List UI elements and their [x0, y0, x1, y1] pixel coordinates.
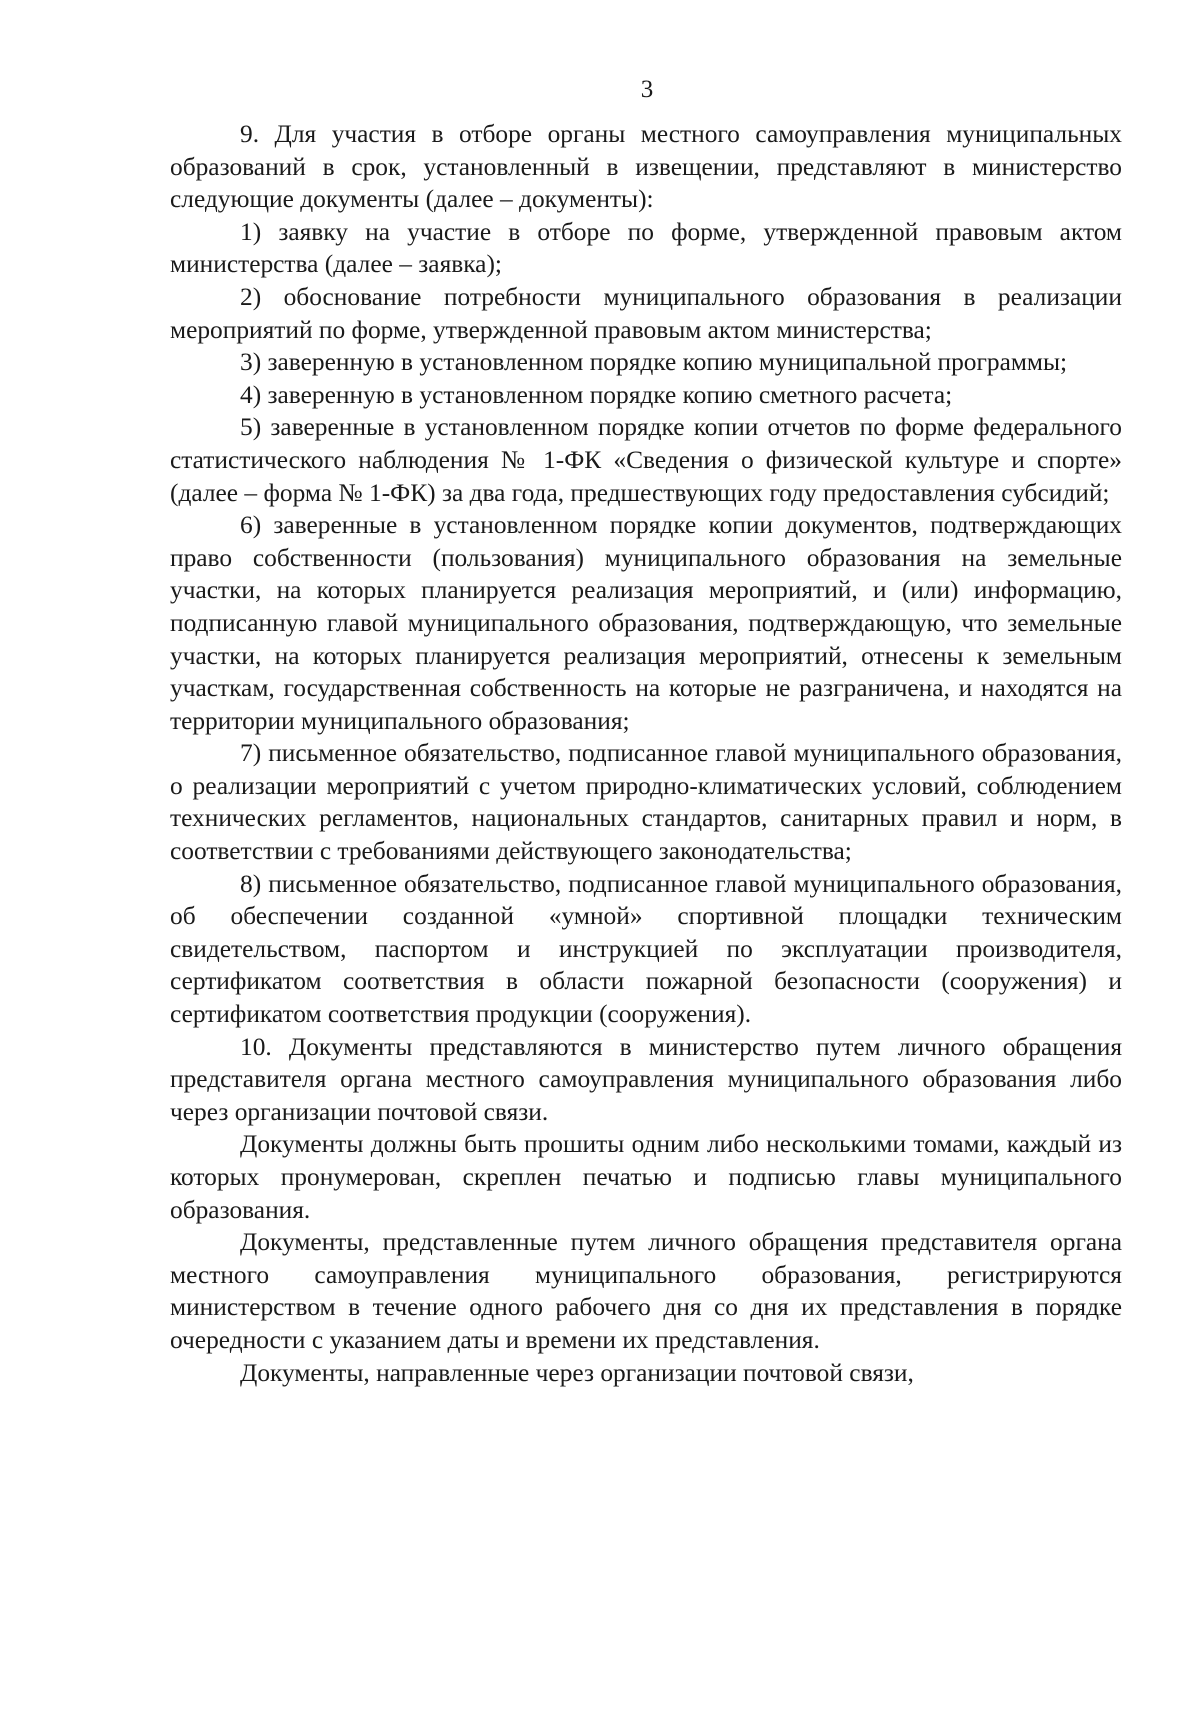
list-item-2: 2) обоснование потребности муниципального образования в реализации мероприятий по форме, утвержденной правовым актом министерства; — [170, 282, 1122, 344]
paragraph-9: 9. Для участия в отборе органы местного самоуправления муниципальных образований в срок, установленный в извещении, представляют в министерство следующие документы (далее – документы): — [170, 120, 1122, 214]
paragraph-personal-submission: Документы, представленные путем личного обращения представителя органа местного самоуправления муниципального образования, регистрируются министерством в течение одного рабочего дня со дня их представления в порядке очередности с указанием даты и времени их представления. — [170, 1228, 1122, 1354]
paragraph-postal-submission: Документы, направленные через организации почтовой связи, — [240, 1358, 914, 1387]
list-item-7: 7) письменное обязательство, подписанное главой муниципального образования, о реализации мероприятий с учетом природно-климатических условий, соблюдением технических регламентов, национальных стандартов, санитарных правил и норм, в соответствии с требованиями действующего законодательства; — [170, 739, 1122, 866]
list-item-5: 5) заверенные в установленном порядке копии отчетов по форме федерального статистического наблюдения № 1-ФК «Сведения о физической культуре и спорте» (далее – форма № 1-ФК) за два года, предшествующих году предоставления субсидий; — [170, 413, 1122, 507]
list-item-1: 1) заявку на участие в отборе по форме, утвержденной правовым актом министерства (далее – заявка); — [170, 217, 1122, 279]
list-item-4: 4) заверенную в установленном порядке копию сметного расчета; — [240, 380, 953, 409]
page-number: 3 — [640, 76, 654, 103]
paragraph-10: 10. Документы представляются в министерство путем личного обращения представителя органа местного самоуправления муниципального образования либо через организации почтовой связи. — [170, 1032, 1122, 1126]
paragraph-binding-requirements: Документы должны быть прошиты одним либо несколькими томами, каждый из которых пронумерован, скреплен печатью и подписью главы муниципального образования. — [170, 1130, 1122, 1224]
list-item-8: 8) письменное обязательство, подписанное главой муниципального образования, об обеспечении созданной «умной» спортивной площадки техническим свидетельством, паспортом и инструкцией по эксплуатации производителя, сертификатом соответствия в области пожарной безопасности (сооружения) и сертификатом соответствия продукции (сооружения). — [170, 869, 1122, 1029]
list-item-6: 6) заверенные в установленном порядке копии документов, подтверждающих право собственности (пользования) муниципального образования на земельные участки, на которых планируется реализация мероприятий, и (или) информацию, подписанную главой муниципального образования, подтверждающую, что земельные участки, на которых планируется реализация мероприятий, отнесены к земельным участкам, государственная собственность на которые не разграничена, и находятся на территории муниципального образования; — [170, 511, 1122, 735]
list-item-3: 3) заверенную в установленном порядке копию муниципальной программы; — [240, 348, 1068, 377]
